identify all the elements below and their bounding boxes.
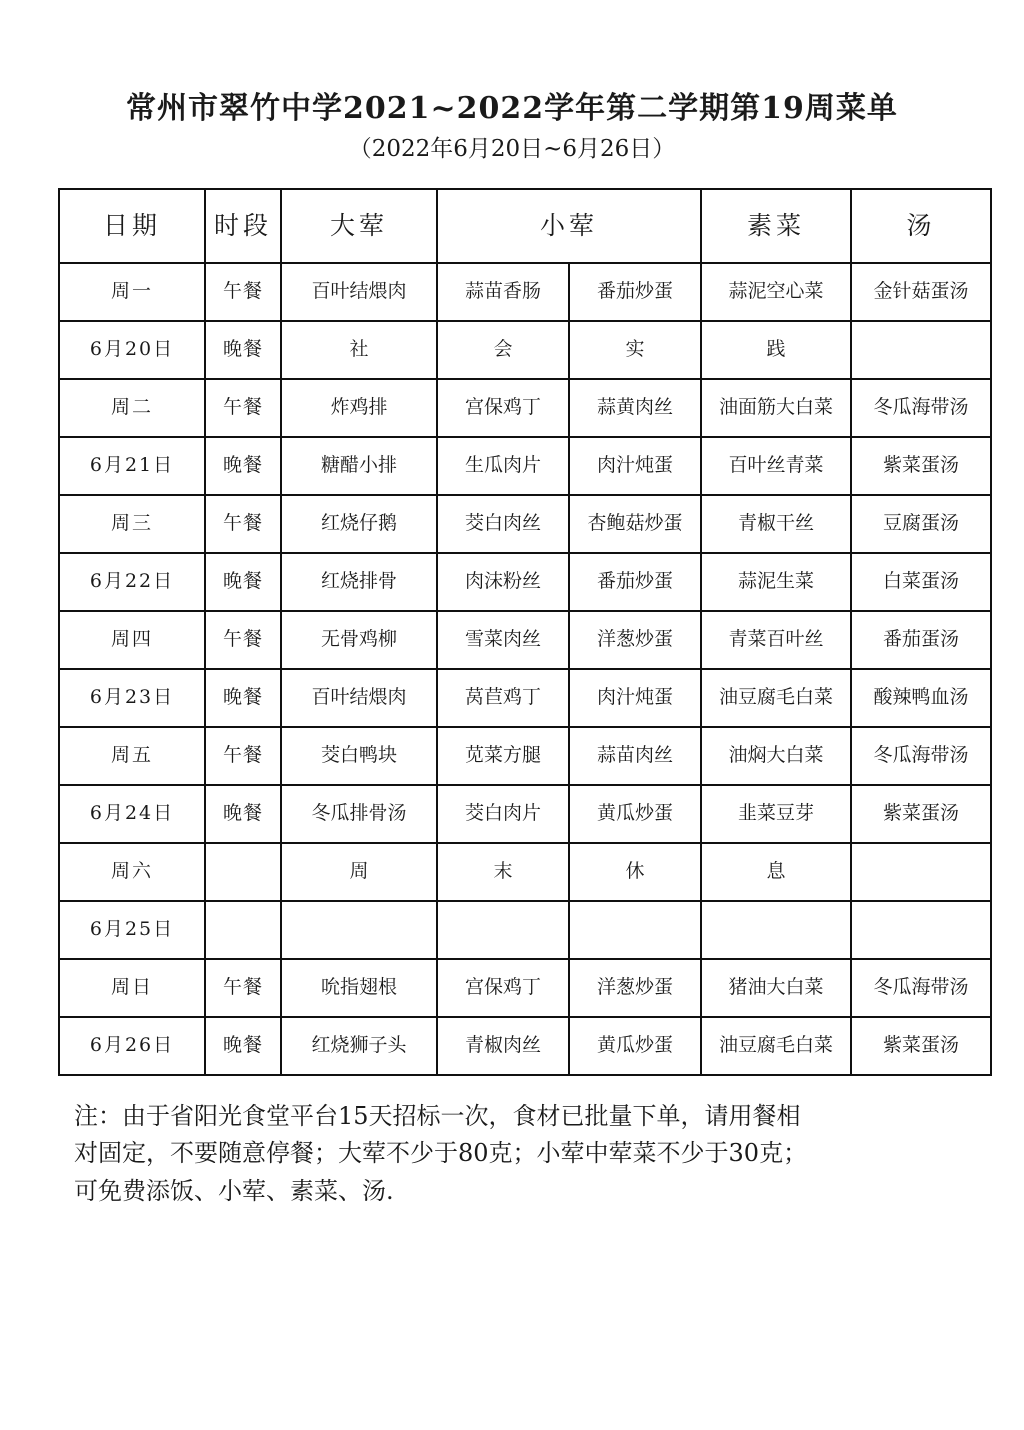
cell-date: 周五	[59, 727, 205, 785]
cell-soup	[851, 321, 991, 379]
cell-small-meat-2: 肉汁炖蛋	[569, 437, 701, 495]
cell-big-meat: 糖醋小排	[281, 437, 437, 495]
column-header-soup: 汤	[851, 189, 991, 263]
cell-big-meat: 红烧狮子头	[281, 1017, 437, 1075]
cell-small-meat-2: 实	[569, 321, 701, 379]
footnote-line-1: 注：由于省阳光食堂平台15天招标一次，食材已批量下单，请用餐相	[74, 1102, 801, 1131]
footnote-line-2: 对固定，不要随意停餐；大荤不少于80克；小荤中荤菜不少于30克；	[74, 1139, 808, 1168]
cell-small-meat-1: 肉沫粉丝	[437, 553, 569, 611]
cell-big-meat	[281, 901, 437, 959]
cell-soup: 番茄蛋汤	[851, 611, 991, 669]
table-row	[59, 379, 991, 437]
cell-date: 周六	[59, 843, 205, 901]
cell-date: 6月20日	[59, 321, 205, 379]
cell-vegetable: 蒜泥生菜	[701, 553, 851, 611]
footnote-line-3: 可免费添饭、小荤、素菜、汤.	[74, 1176, 394, 1205]
cell-meal: 晚餐	[205, 321, 281, 379]
cell-small-meat-1: 青椒肉丝	[437, 1017, 569, 1075]
cell-small-meat-2: 番茄炒蛋	[569, 553, 701, 611]
table-row	[59, 785, 991, 843]
cell-small-meat-2: 洋葱炒蛋	[569, 611, 701, 669]
cell-big-meat: 红烧仔鹅	[281, 495, 437, 553]
cell-small-meat-1: 苋菜方腿	[437, 727, 569, 785]
cell-vegetable	[701, 901, 851, 959]
cell-soup	[851, 843, 991, 901]
cell-soup: 冬瓜海带汤	[851, 959, 991, 1017]
table-row	[59, 901, 991, 959]
cell-soup: 紫菜蛋汤	[851, 1017, 991, 1075]
cell-big-meat: 周	[281, 843, 437, 901]
cell-small-meat-1: 茭白肉丝	[437, 495, 569, 553]
cell-vegetable: 油面筋大白菜	[701, 379, 851, 437]
column-header-small-meat: 小荤	[437, 189, 701, 263]
cell-big-meat: 茭白鸭块	[281, 727, 437, 785]
page-subtitle: （2022年6月20日~6月26日）	[348, 136, 676, 162]
cell-date: 6月21日	[59, 437, 205, 495]
cell-meal: 晚餐	[205, 669, 281, 727]
cell-date: 6月22日	[59, 553, 205, 611]
cell-meal: 晚餐	[205, 1017, 281, 1075]
cell-small-meat-2: 蒜苗肉丝	[569, 727, 701, 785]
table-row	[59, 959, 991, 1017]
cell-big-meat: 炸鸡排	[281, 379, 437, 437]
cell-small-meat-2: 杏鲍菇炒蛋	[569, 495, 701, 553]
cell-big-meat: 红烧排骨	[281, 553, 437, 611]
cell-soup	[851, 901, 991, 959]
cell-small-meat-1: 莴苣鸡丁	[437, 669, 569, 727]
cell-date: 周一	[59, 263, 205, 321]
cell-soup: 紫菜蛋汤	[851, 437, 991, 495]
table-row	[59, 495, 991, 553]
cell-vegetable: 青椒干丝	[701, 495, 851, 553]
cell-meal: 午餐	[205, 611, 281, 669]
table-row	[59, 553, 991, 611]
cell-small-meat-2: 番茄炒蛋	[569, 263, 701, 321]
cell-date: 周四	[59, 611, 205, 669]
cell-soup: 酸辣鸭血汤	[851, 669, 991, 727]
cell-vegetable: 息	[701, 843, 851, 901]
cell-small-meat-2: 黄瓜炒蛋	[569, 1017, 701, 1075]
cell-meal: 午餐	[205, 727, 281, 785]
cell-vegetable: 油豆腐毛白菜	[701, 669, 851, 727]
cell-vegetable: 猪油大白菜	[701, 959, 851, 1017]
cell-meal: 晚餐	[205, 553, 281, 611]
cell-big-meat: 吮指翅根	[281, 959, 437, 1017]
page-title: 常州市翠竹中学2021~2022学年第二学期第19周菜单	[126, 91, 898, 126]
cell-small-meat-2: 蒜黄肉丝	[569, 379, 701, 437]
cell-date: 周三	[59, 495, 205, 553]
cell-soup: 紫菜蛋汤	[851, 785, 991, 843]
cell-date: 周日	[59, 959, 205, 1017]
menu-table-wrapper	[58, 188, 969, 1076]
cell-meal: 晚餐	[205, 437, 281, 495]
cell-small-meat-1: 会	[437, 321, 569, 379]
cell-date: 6月25日	[59, 901, 205, 959]
table-row	[59, 727, 991, 785]
cell-date: 周二	[59, 379, 205, 437]
cell-small-meat-2: 黄瓜炒蛋	[569, 785, 701, 843]
column-header-date: 日期	[59, 189, 205, 263]
cell-vegetable: 蒜泥空心菜	[701, 263, 851, 321]
cell-small-meat-1: 蒜苗香肠	[437, 263, 569, 321]
cell-meal: 午餐	[205, 959, 281, 1017]
column-header-meal: 时段	[205, 189, 281, 263]
cell-vegetable: 践	[701, 321, 851, 379]
cell-vegetable: 油豆腐毛白菜	[701, 1017, 851, 1075]
table-row	[59, 669, 991, 727]
table-row	[59, 843, 991, 901]
cell-soup: 冬瓜海带汤	[851, 379, 991, 437]
cell-big-meat: 无骨鸡柳	[281, 611, 437, 669]
table-row	[59, 263, 991, 321]
table-row	[59, 321, 991, 379]
cell-big-meat: 社	[281, 321, 437, 379]
column-header-vegetable: 素菜	[701, 189, 851, 263]
cell-date: 6月26日	[59, 1017, 205, 1075]
cell-small-meat-2: 肉汁炖蛋	[569, 669, 701, 727]
cell-big-meat: 百叶结煨肉	[281, 669, 437, 727]
table-row	[59, 611, 991, 669]
cell-small-meat-1: 宫保鸡丁	[437, 379, 569, 437]
cell-vegetable: 油焖大白菜	[701, 727, 851, 785]
menu-table	[58, 188, 992, 1076]
cell-meal	[205, 843, 281, 901]
cell-meal: 午餐	[205, 379, 281, 437]
cell-small-meat-1: 末	[437, 843, 569, 901]
cell-vegetable: 百叶丝青菜	[701, 437, 851, 495]
table-row	[59, 437, 991, 495]
cell-small-meat-1	[437, 901, 569, 959]
cell-soup: 白菜蛋汤	[851, 553, 991, 611]
cell-vegetable: 韭菜豆芽	[701, 785, 851, 843]
cell-meal: 午餐	[205, 495, 281, 553]
cell-small-meat-2: 洋葱炒蛋	[569, 959, 701, 1017]
cell-small-meat-2: 休	[569, 843, 701, 901]
cell-date: 6月23日	[59, 669, 205, 727]
cell-small-meat-1: 雪菜肉丝	[437, 611, 569, 669]
cell-soup: 金针菇蛋汤	[851, 263, 991, 321]
table-header-row	[59, 189, 991, 263]
cell-small-meat-1: 茭白肉片	[437, 785, 569, 843]
title-block	[0, 0, 1024, 162]
cell-small-meat-1: 宫保鸡丁	[437, 959, 569, 1017]
column-header-big-meat: 大荤	[281, 189, 437, 263]
cell-small-meat-1: 生瓜肉片	[437, 437, 569, 495]
cell-meal: 晚餐	[205, 785, 281, 843]
cell-big-meat: 百叶结煨肉	[281, 263, 437, 321]
cell-meal: 午餐	[205, 263, 281, 321]
cell-meal	[205, 901, 281, 959]
footnote	[74, 1098, 950, 1210]
table-row	[59, 1017, 991, 1075]
cell-big-meat: 冬瓜排骨汤	[281, 785, 437, 843]
cell-vegetable: 青菜百叶丝	[701, 611, 851, 669]
cell-small-meat-2	[569, 901, 701, 959]
cell-date: 6月24日	[59, 785, 205, 843]
cell-soup: 冬瓜海带汤	[851, 727, 991, 785]
cell-soup: 豆腐蛋汤	[851, 495, 991, 553]
